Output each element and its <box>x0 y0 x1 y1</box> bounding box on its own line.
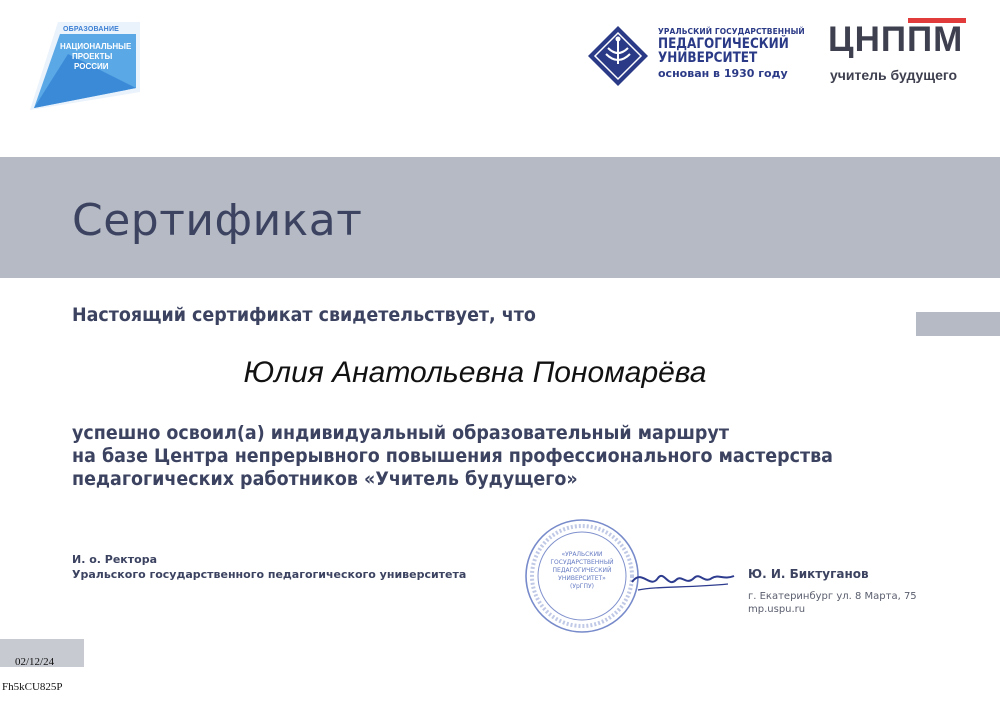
certificate-body <box>72 422 833 491</box>
decorative-side-bar <box>916 312 1000 336</box>
address-line-2: mp.uspu.ru <box>748 604 806 615</box>
uspu-emblem-icon <box>586 24 650 88</box>
body-line-3: педагогических работников «Учитель будущего» <box>72 468 578 490</box>
body-line-1: успешно освоил(а) индивидуальный образовательный маршрут <box>72 422 729 444</box>
issuer-address <box>748 590 917 616</box>
national-projects-logo <box>28 14 146 112</box>
handwritten-signature <box>628 560 740 600</box>
body-line-2: на базе Центра непрерывного повышения профессионального мастерства <box>72 445 833 467</box>
certificate-code: Fh5kCU825P <box>2 681 63 693</box>
certificate-title: Сертификат <box>72 195 363 246</box>
cnppm-tagline: учитель будущего <box>830 67 958 83</box>
uspu-founded: основан в 1930 году <box>658 67 788 80</box>
signature-stroke-icon <box>628 560 740 600</box>
issue-date: 02/12/24 <box>15 656 55 668</box>
uspu-wordmark <box>658 27 810 80</box>
cnppm-mark: ЦНППМ <box>828 20 964 59</box>
signer-name: Ю. И. Биктуганов <box>748 567 869 581</box>
official-stamp <box>523 517 641 635</box>
national-projects-line-1: НАЦИОНАЛЬНЫЕ <box>60 42 132 51</box>
national-projects-line-2: ПРОЕКТЫ <box>72 52 113 61</box>
national-projects-small-label: ОБРАЗОВАНИЕ <box>63 26 120 33</box>
recipient-name <box>0 356 1000 390</box>
signatory-role <box>72 552 466 582</box>
stamp-text: «УРАЛЬСКИЙ ГОСУДАРСТВЕННЫЙ ПЕДАГОГИЧЕСКИЙ УНИВЕРСИТЕТ» (УрГПУ) <box>550 551 614 590</box>
recipient-name-text: Юлия Анатольевна Пономарёва <box>243 356 707 389</box>
role-line-1: И. о. Ректора <box>72 553 157 566</box>
address-line-1: г. Екатеринбург ул. 8 Марта, 75 <box>748 591 917 602</box>
uspu-line-2: ПЕДАГОГИЧЕСКИЙ <box>658 36 789 52</box>
certificate-intro: Настоящий сертификат свидетельствует, что <box>72 304 536 326</box>
uspu-line-3: УНИВЕРСИТЕТ <box>658 50 758 66</box>
uspu-line-1: УРАЛЬСКИЙ ГОСУДАРСТВЕННЫЙ <box>658 27 805 36</box>
national-projects-line-3: РОССИИ <box>74 62 109 71</box>
role-line-2: Уральского государственного педагогического университета <box>72 568 467 581</box>
